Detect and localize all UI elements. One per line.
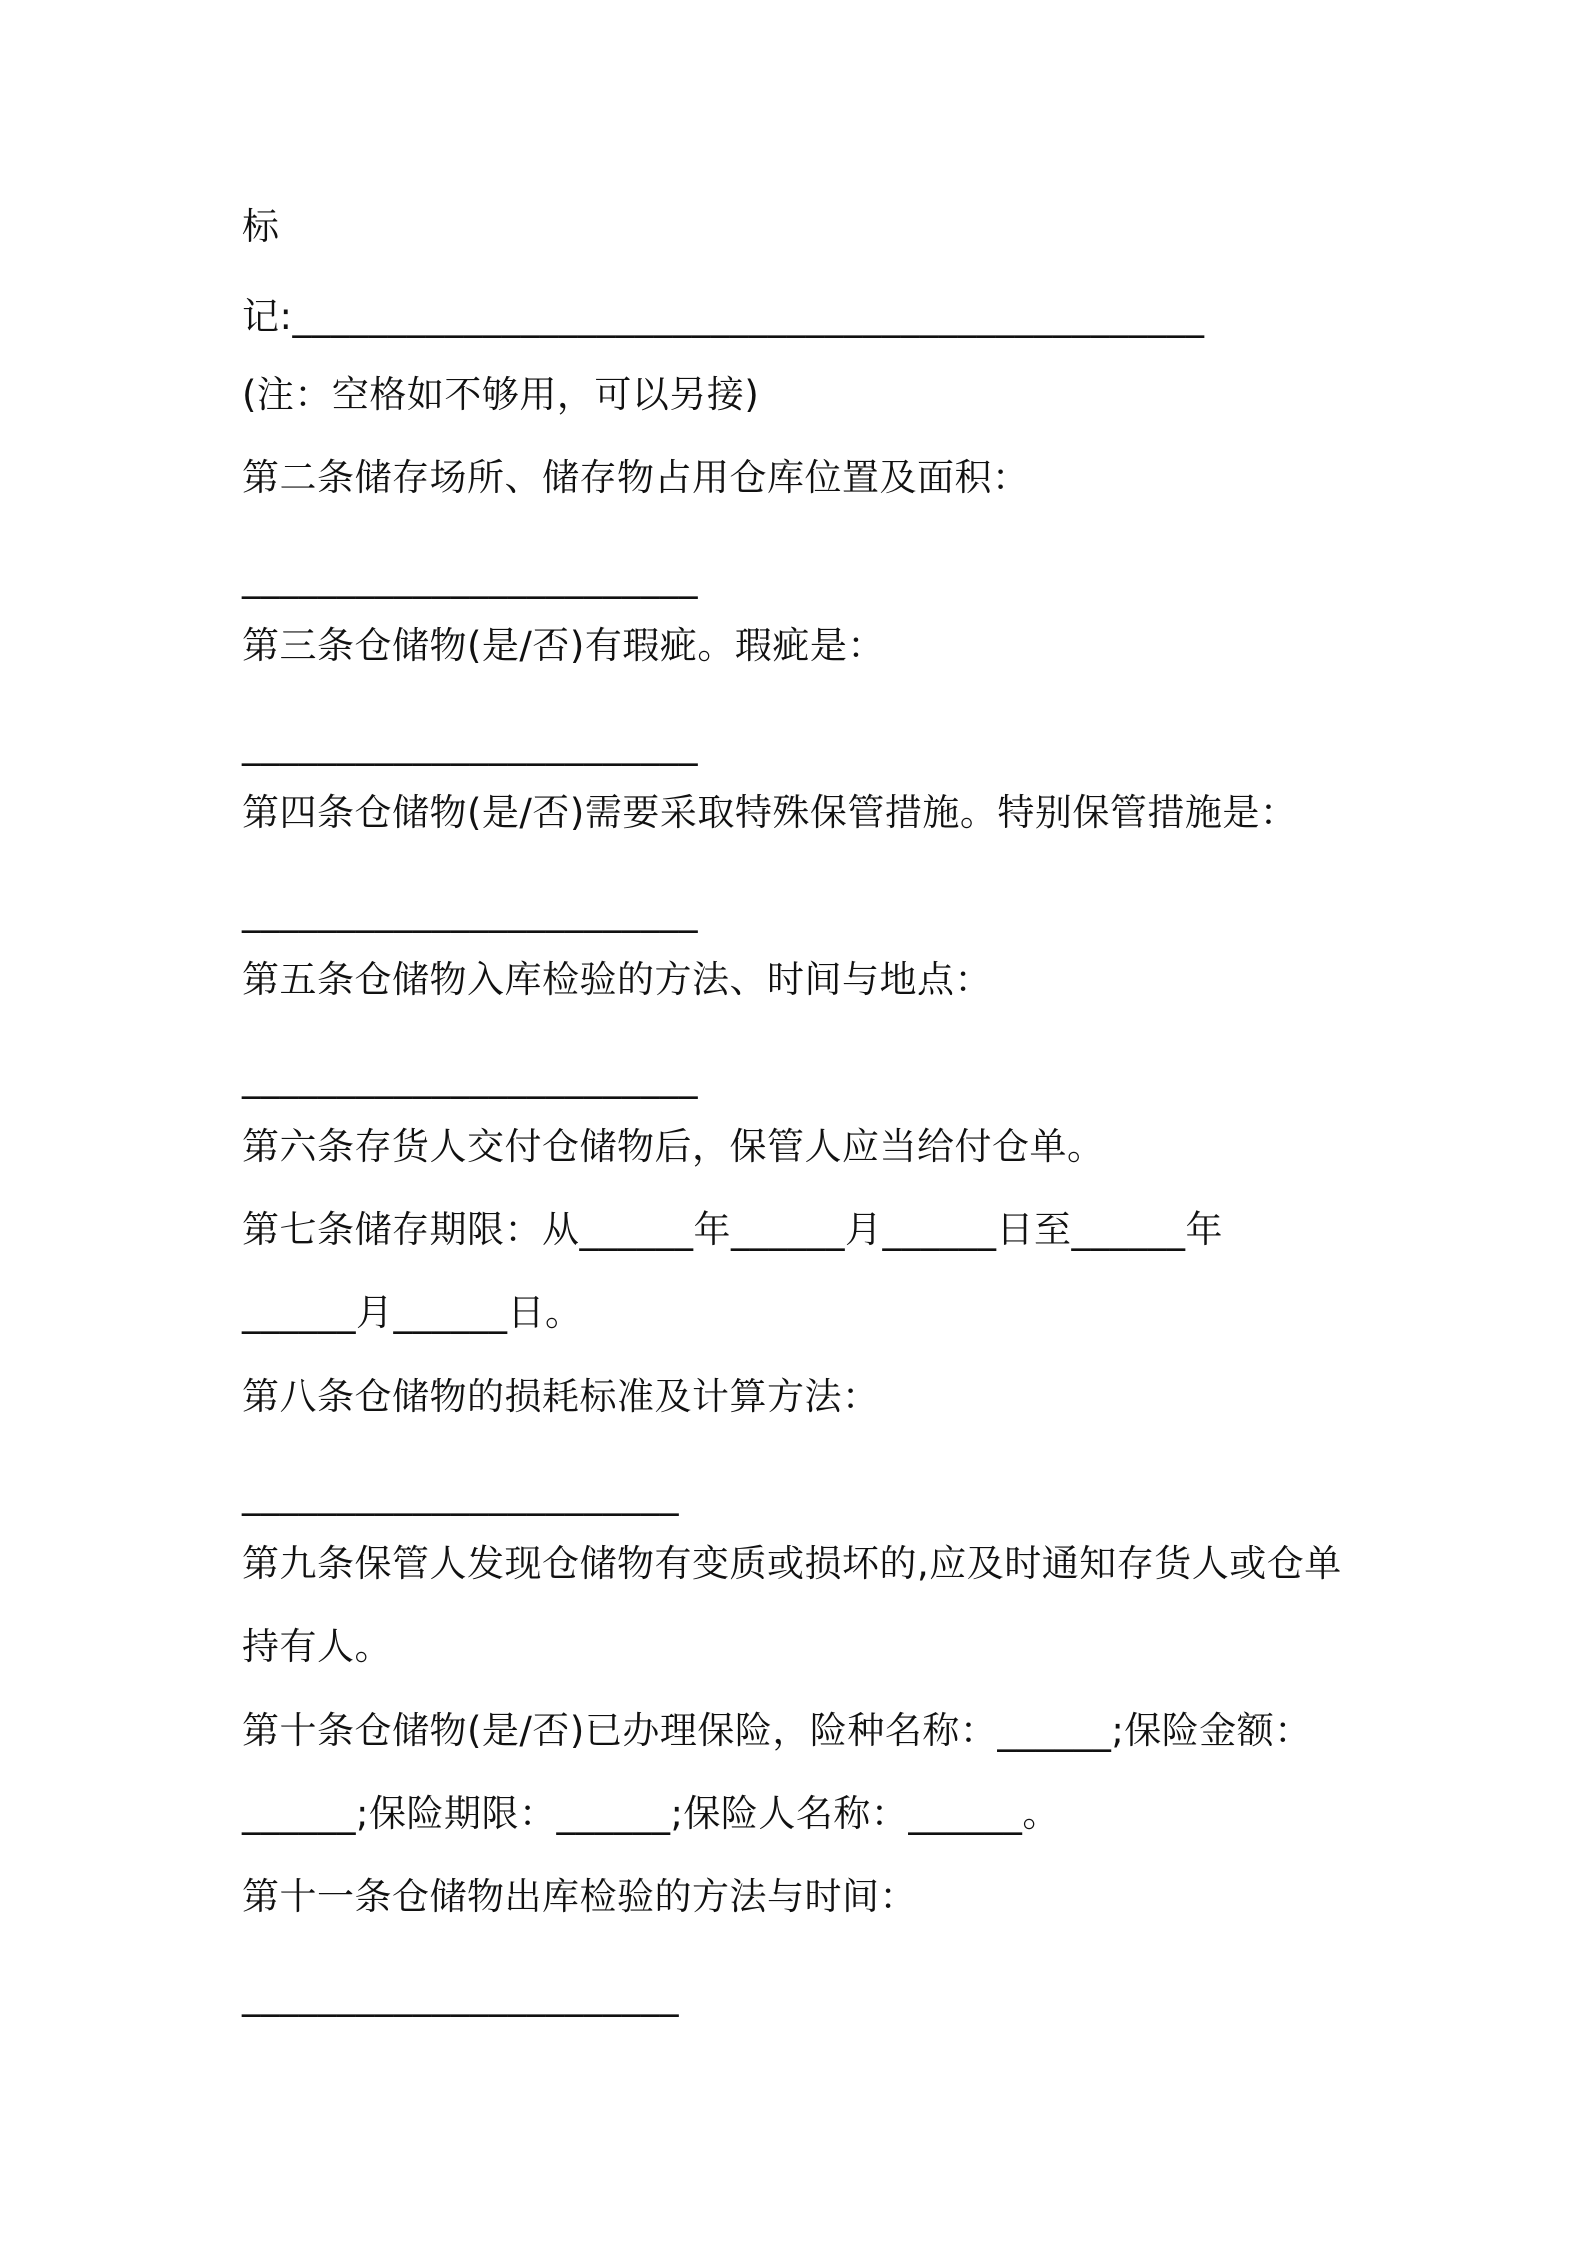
- clause-9: 第九条保管人发现仓储物有变质或损坏的,应及时通知存货人或仓单: [242, 1542, 1342, 1585]
- blank-line: ________________________: [242, 890, 698, 933]
- clause-4: 第四条仓储物(是/否)需要采取特殊保管措施。特别保管措施是：: [242, 791, 1298, 834]
- text-line: (注：空格如不够用，可以另接): [242, 373, 760, 416]
- clause-3: 第三条仓储物(是/否)有瑕疵。瑕疵是：: [242, 624, 885, 667]
- blank-line: _______________________: [242, 1974, 679, 2017]
- clause-9-continued: 持有人。: [242, 1625, 392, 1668]
- clause-2: 第二条储存场所、储存物占用仓库位置及面积：: [242, 456, 1030, 499]
- blank-line: _______________________: [242, 1473, 679, 1516]
- clause-7: 第七条储存期限：从______年______月______日至______年: [242, 1208, 1223, 1251]
- clause-8: 第八条仓储物的损耗标准及计算方法：: [242, 1375, 880, 1418]
- text-line: 记:________________________________________________: [242, 295, 1205, 338]
- clause-6: 第六条存货人交付仓储物后，保管人应当给付仓单。: [242, 1125, 1105, 1168]
- clause-11: 第十一条仓储物出库检验的方法与时间：: [242, 1875, 917, 1918]
- blank-line: ________________________: [242, 723, 698, 766]
- clause-10: 第十条仓储物(是/否)已办理保险，险种名称：______;保险金额：: [242, 1709, 1312, 1752]
- clause-7-continued: ______月______日。: [242, 1291, 583, 1334]
- text-line: 标: [242, 205, 280, 248]
- clause-5: 第五条仓储物入库检验的方法、时间与地点：: [242, 958, 992, 1001]
- clause-10-continued: ______;保险期限：______;保险人名称：______。: [242, 1792, 1060, 1835]
- blank-line: ________________________: [242, 1056, 698, 1099]
- blank-line: ________________________: [242, 556, 698, 599]
